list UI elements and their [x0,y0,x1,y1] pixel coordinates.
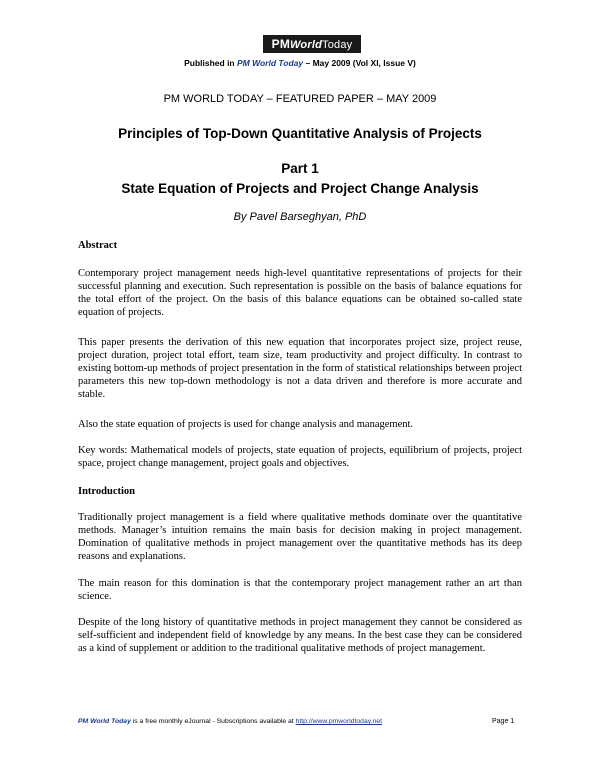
published-suffix: – May 2009 (Vol XI, Issue V) [303,58,416,68]
footer-publication: PM World Today [78,718,131,725]
paper-title: Principles of Top-Down Quantitative Analysis of Projects [118,126,482,141]
introduction-paragraph-2: The main reason for this domination is that the contemporary project management rather an art than science. [78,578,522,603]
abstract-heading: Abstract [78,240,118,251]
logo-world: World [290,39,322,51]
introduction-paragraph-3: Despite of the long history of quantitative methods in project management they cannot be considered as self-sufficient and independent field of knowledge by any means. In the best case they can be considered as a kind of supplement or addition to the traditional qualitative methods of project management. [78,617,522,655]
published-line [0,58,600,68]
abstract-paragraph-1: Contemporary project management needs high-level quantitative representations of projects for their successful planning and execution. Such representation is possible on the basis of balance equations for the total effort of the project. On the basis of this balance equations can be obtained so-called state equation of projects. [78,268,522,319]
introduction-paragraph-1: Traditionally project management is a field where qualitative methods dominate over the quantitative methods. Manager’s intuition remains the main basis for decision making in project management. Domination of qualitative methods in project management over the quantitative methods has its deep reasons and explanations. [78,512,522,563]
pm-world-today-logo [263,35,361,53]
featured-paper-line: PM WORLD TODAY – FEATURED PAPER – MAY 2009 [163,93,437,105]
subscription-link[interactable]: http://www.pmworldtoday.net [295,718,382,725]
published-prefix: Published in [184,58,237,68]
paper-author: By Pavel Barseghyan, PhD [233,211,367,223]
paper-part: Part 1 [281,161,319,176]
publication-name: PM World Today [237,58,304,68]
footer-note [78,718,382,725]
logo-today: Today [322,39,353,51]
abstract-paragraph-2: This paper presents the derivation of this new equation that incorporates project size, project reuse, project duration, project total effort, team size, team productivity and project difficulty. In contrast to existing bottom-up methods of project presentation in the form of statistical relationships between project parameters this new top-down methodology is not a data driven and therefore is more accurate and stable. [78,337,522,401]
page-number: Page 1 [492,718,515,725]
introduction-heading: Introduction [78,486,135,497]
keywords-paragraph: Key words: Mathematical models of projects, state equation of projects, equilibrium of projects, project space, project change management, project goals and objectives. [78,445,522,470]
footer-text: is a free monthly eJournal - Subscriptions available at [130,718,296,725]
abstract-paragraph-3: Also the state equation of projects is used for change analysis and management. [78,419,414,430]
paper-subtitle: State Equation of Projects and Project Change Analysis [121,181,479,196]
logo-pm: PM [271,37,291,51]
